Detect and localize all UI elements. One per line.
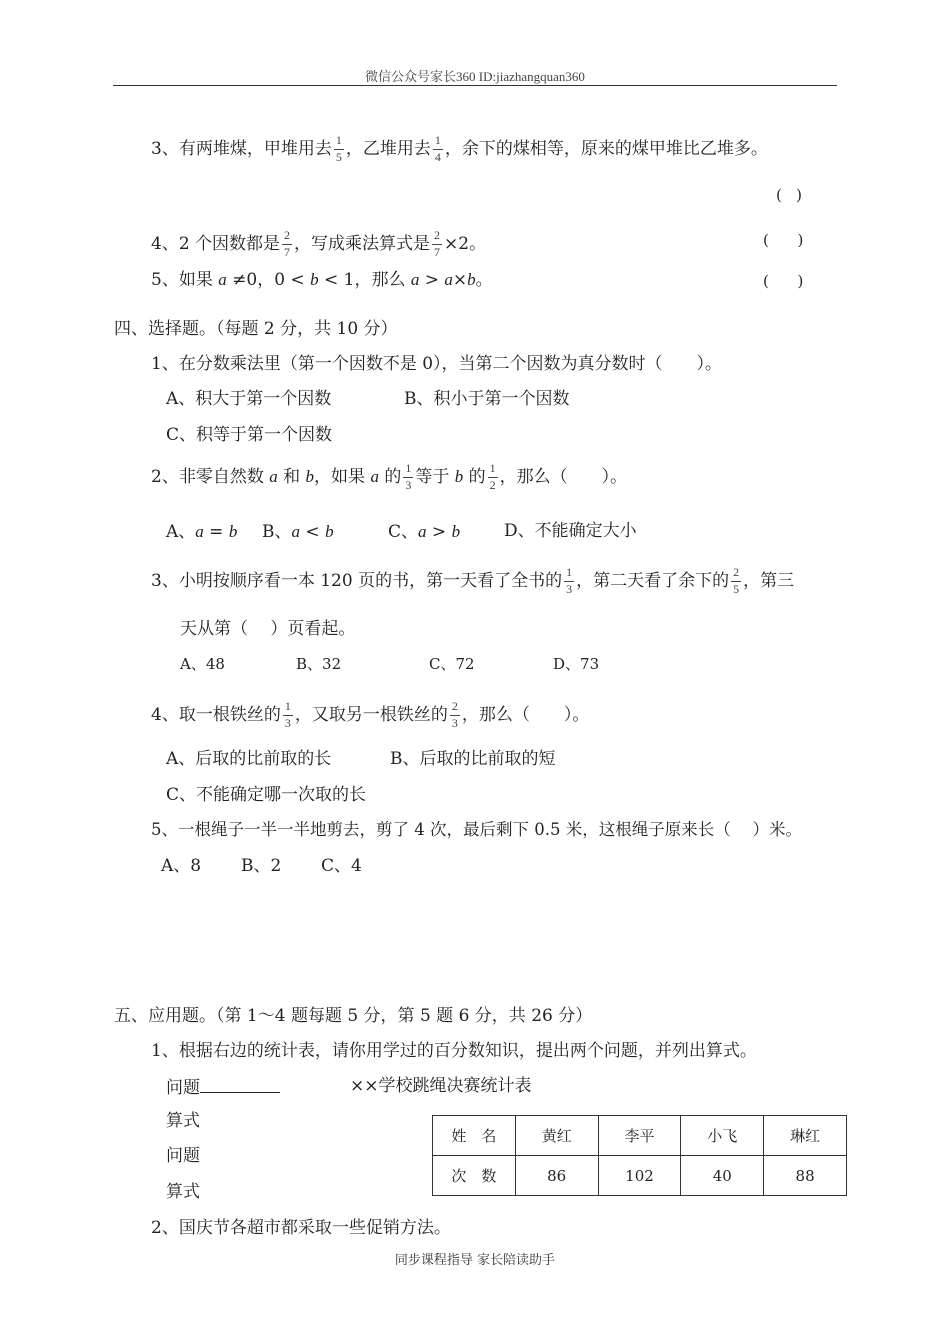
table-cell: 40 — [681, 1156, 764, 1196]
choice-question-4: 4、取一根铁丝的 $\frac{1}{3}$ ，又取另一根铁丝的 $\frac{2}{3}$ ，那么（ ）。 — [151, 699, 590, 730]
section-4-title: 四、选择题。（每题 2 分，共 10 分） — [114, 319, 398, 339]
header-rule — [113, 85, 837, 86]
judge-question-5: 5、如果 a ≠0，0 < b < 1，那么 a > a×b。 — [151, 270, 493, 290]
formula-line-2: 算式 — [166, 1182, 200, 1202]
fraction: $\frac{1}{5}$ — [335, 133, 342, 164]
answer-paren[interactable]: ( ) — [763, 272, 804, 290]
fraction: $\frac{2}{7}$ — [434, 228, 441, 259]
fraction: $\frac{1}{4}$ — [434, 133, 441, 164]
table-cell: 小飞 — [681, 1116, 764, 1156]
fraction: $\frac{2}{7}$ — [284, 228, 291, 259]
option-b[interactable]: B、后取的比前取的短 — [390, 749, 556, 769]
option-a[interactable]: A、积大于第一个因数 — [166, 389, 332, 409]
table-title: ××学校跳绳决赛统计表 — [350, 1076, 532, 1096]
option-a[interactable]: A、48 — [180, 655, 225, 673]
option-a[interactable]: A、a = b — [166, 522, 238, 542]
choice-question-2: 2、非零自然数 a 和 b，如果 a 的 $\frac{1}{3}$ 等于 b 的 $\frac{1}{2}$ ，那么（ ）。 — [151, 461, 628, 492]
formula-line-1: 算式 — [166, 1111, 200, 1131]
fraction: $\frac{1}{2}$ — [489, 461, 496, 492]
fraction: $\frac{1}{3}$ — [566, 565, 573, 596]
question-line-1: 问题 — [166, 1078, 280, 1097]
answer-paren[interactable]: ( ) — [776, 186, 803, 204]
application-question-2: 2、国庆节各超市都采取一些促销方法。 — [151, 1218, 451, 1238]
judge-question-3: 3、有两堆煤，甲堆用去 $\frac{1}{5}$ ，乙堆用去 $\frac{1}{4}$ ，余下的煤相等，原来的煤甲堆比乙堆多。 — [151, 133, 768, 164]
fraction: $\frac{2}{5}$ — [733, 565, 740, 596]
fraction: $\frac{1}{3}$ — [405, 461, 412, 492]
table-cell: 次 数 — [433, 1156, 516, 1196]
table-cell: 李平 — [598, 1116, 681, 1156]
application-question-1: 1、根据右边的统计表，请你用学过的百分数知识，提出两个问题，并列出算式。 — [151, 1041, 757, 1061]
option-c[interactable]: C、积等于第一个因数 — [166, 425, 333, 445]
jump-rope-stats-table — [432, 1115, 847, 1196]
table-header-row — [433, 1116, 847, 1156]
table-cell: 琳红 — [764, 1116, 847, 1156]
table-cell: 88 — [764, 1156, 847, 1196]
table-row — [433, 1156, 847, 1196]
table-cell: 黄红 — [515, 1116, 598, 1156]
table-cell: 102 — [598, 1156, 681, 1196]
option-c[interactable]: C、4 — [321, 856, 362, 876]
option-b[interactable]: B、积小于第一个因数 — [404, 389, 570, 409]
option-c[interactable]: C、不能确定哪一次取的长 — [166, 785, 367, 805]
option-b[interactable]: B、2 — [241, 856, 282, 876]
choice-question-3-line2: 天从第（ ）页看起。 — [180, 619, 356, 639]
answer-blank[interactable] — [200, 1078, 280, 1093]
question-line-2: 问题 — [166, 1146, 200, 1166]
option-d[interactable]: D、73 — [553, 655, 600, 673]
option-c[interactable]: C、a > b — [388, 522, 461, 542]
option-a[interactable]: A、后取的比前取的长 — [166, 749, 332, 769]
choice-question-3: 3、小明按顺序看一本 120 页的书，第一天看了全书的 $\frac{1}{3}$ ，第二天看了余下的 $\frac{2}{5}$ ，第三 — [151, 565, 795, 596]
table-cell: 姓 名 — [433, 1116, 516, 1156]
page-footer: 同步课程指导 家长陪读助手 — [394, 1253, 556, 1268]
table-cell: 86 — [515, 1156, 598, 1196]
page-header: 微信公众号家长360 ID:jiazhangquan360 — [365, 69, 585, 84]
answer-paren[interactable]: ( ) — [763, 231, 804, 249]
fraction: $\frac{2}{3}$ — [451, 699, 458, 730]
option-b[interactable]: B、32 — [296, 655, 342, 673]
option-d[interactable]: D、不能确定大小 — [504, 521, 637, 541]
option-c[interactable]: C、72 — [429, 655, 475, 673]
choice-question-5: 5、一根绳子一半一半地剪去，剪了 4 次，最后剩下 0.5 米，这根绳子原来长（ ）米。 — [151, 820, 802, 839]
fraction: $\frac{1}{3}$ — [284, 699, 291, 730]
section-5-title: 五、应用题。（第 1～4 题每题 5 分，第 5 题 6 分，共 26 分） — [114, 1006, 593, 1026]
choice-question-1: 1、在分数乘法里（第一个因数不是 0），当第二个因数为真分数时（ ）。 — [151, 354, 723, 374]
option-b[interactable]: B、a < b — [262, 522, 334, 542]
option-a[interactable]: A、8 — [161, 856, 202, 876]
judge-question-4: 4、2 个因数都是 $\frac{2}{7}$ ，写成乘法算式是 $\frac{2}{7}$ ×2。 — [151, 228, 487, 259]
